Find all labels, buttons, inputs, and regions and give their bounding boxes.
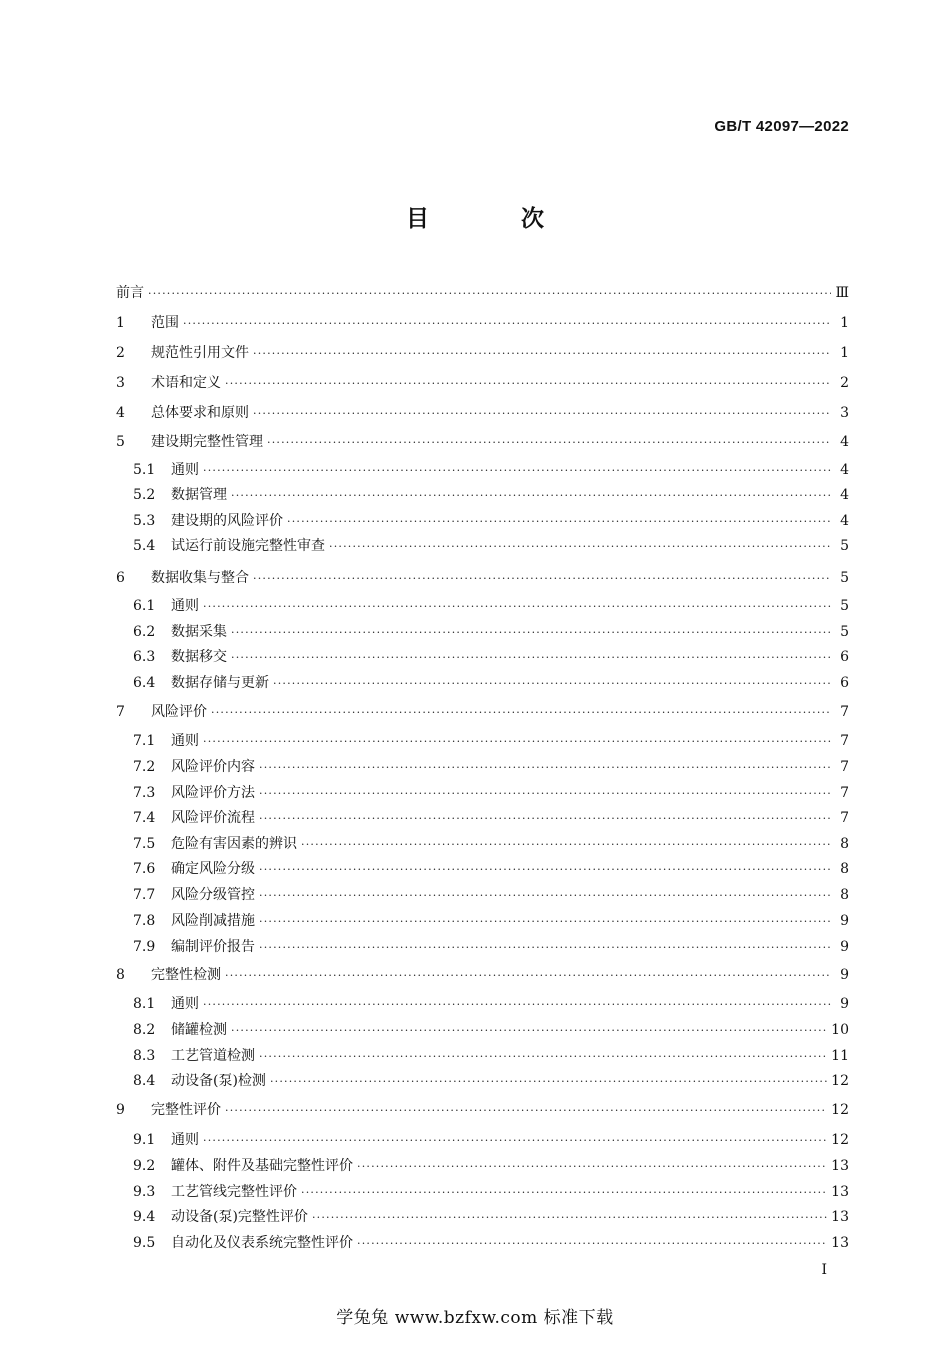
- dot-leader: [259, 1047, 827, 1067]
- dot-leader: [357, 1157, 827, 1177]
- toc-entry-page: 13: [831, 1184, 849, 1200]
- toc-entry[interactable]: [133, 1182, 849, 1202]
- toc-entry-number: 6.3: [133, 649, 156, 665]
- toc-entry[interactable]: [133, 731, 849, 751]
- toc-entry[interactable]: [116, 283, 849, 303]
- toc-entry-number: 6: [116, 570, 125, 586]
- toc-entry-page: 9: [840, 996, 849, 1012]
- toc-entry-page: 12: [831, 1132, 849, 1148]
- dot-leader: [203, 1131, 827, 1151]
- toc-entry-page: 4: [840, 434, 849, 450]
- toc-entry-number: 7.7: [133, 887, 156, 903]
- toc-entry-title: 前言: [116, 285, 144, 301]
- toc-entry-title: 总体要求和原则: [151, 405, 249, 421]
- toc-entry-title: 确定风险分级: [171, 861, 255, 877]
- toc-entry-number: 7.4: [133, 810, 156, 826]
- toc-entry-title: 完整性检测: [151, 967, 221, 983]
- toc-entry-title: 风险评价流程: [171, 810, 255, 826]
- page-number: I: [821, 1262, 827, 1278]
- toc-entry-page: 7: [840, 785, 849, 801]
- toc-entry-number: 5.4: [133, 538, 156, 554]
- toc-entry-page: 9: [840, 939, 849, 955]
- dot-leader: [259, 938, 831, 958]
- toc-entry-number: 9.3: [133, 1184, 156, 1200]
- dot-leader: [301, 835, 831, 855]
- dot-leader: [211, 703, 831, 723]
- toc-entry[interactable]: [133, 596, 849, 616]
- toc-entry[interactable]: [133, 511, 849, 531]
- dot-leader: [357, 1234, 827, 1254]
- toc-entry-title: 储罐检测: [171, 1022, 227, 1038]
- dot-leader: [259, 912, 831, 932]
- toc-entry[interactable]: [116, 568, 849, 588]
- toc-entry-page: Ⅲ: [835, 285, 849, 301]
- toc-entry[interactable]: [116, 373, 849, 393]
- toc-entry[interactable]: [133, 859, 849, 879]
- toc-entry-title: 范围: [151, 315, 179, 331]
- toc-entry-title: 通则: [171, 1132, 199, 1148]
- dot-leader: [231, 623, 831, 643]
- toc-entry-page: 4: [840, 462, 849, 478]
- toc-entry-title: 数据采集: [171, 624, 227, 640]
- toc-entry-number: 5.1: [133, 462, 156, 478]
- toc-entry-page: 7: [840, 810, 849, 826]
- dot-leader: [259, 886, 831, 906]
- toc-entry-page: 9: [840, 967, 849, 983]
- toc-entry[interactable]: [116, 702, 849, 722]
- toc-entry[interactable]: [116, 343, 849, 363]
- toc-entry-title: 建设期的风险评价: [171, 513, 283, 529]
- toc-entry-title: 数据存储与更新: [171, 675, 269, 691]
- toc-entry-title: 通则: [171, 733, 199, 749]
- toc-entry-number: 7.1: [133, 733, 156, 749]
- toc-entry-title: 试运行前设施完整性审查: [171, 538, 325, 554]
- dot-leader: [259, 758, 831, 778]
- dot-leader: [225, 374, 831, 394]
- toc-entry-number: 8.4: [133, 1073, 156, 1089]
- toc-entry-title: 术语和定义: [151, 375, 221, 391]
- toc-entry-page: 13: [831, 1235, 849, 1251]
- toc-entry-title: 自动化及仪表系统完整性评价: [171, 1235, 353, 1251]
- toc-entry[interactable]: [133, 1207, 849, 1227]
- toc-entry[interactable]: [133, 536, 849, 556]
- toc-entry-number: 8: [116, 967, 125, 983]
- toc-entry-title: 风险评价内容: [171, 759, 255, 775]
- toc-entry[interactable]: [133, 485, 849, 505]
- dot-leader: [203, 597, 831, 617]
- toc-entry[interactable]: [133, 673, 849, 693]
- toc-entry-title: 风险评价: [151, 704, 207, 720]
- toc-entry-title: 工艺管线完整性评价: [171, 1184, 297, 1200]
- toc-entry-number: 7.8: [133, 913, 156, 929]
- toc-entry[interactable]: [116, 1100, 849, 1120]
- dot-leader: [203, 995, 831, 1015]
- toc-entry[interactable]: [133, 460, 849, 480]
- toc-entry-page: 13: [831, 1209, 849, 1225]
- dot-leader: [301, 1183, 827, 1203]
- toc-entry-page: 7: [840, 733, 849, 749]
- dot-leader: [270, 1072, 827, 1092]
- toc-entry[interactable]: [133, 1156, 849, 1176]
- toc-entry-title: 通则: [171, 462, 199, 478]
- dot-leader: [231, 1021, 827, 1041]
- dot-leader: [273, 674, 831, 694]
- toc-entry-title: 建设期完整性管理: [151, 434, 263, 450]
- dot-leader: [203, 461, 831, 481]
- toc-entry[interactable]: [133, 1130, 849, 1150]
- toc-entry-title: 危险有害因素的辨识: [171, 836, 297, 852]
- toc-entry-page: 12: [831, 1073, 849, 1089]
- toc-entry-title: 数据收集与整合: [151, 570, 249, 586]
- toc-entry-number: 9: [116, 1102, 125, 1118]
- toc-entry-title: 风险评价方法: [171, 785, 255, 801]
- toc-entry-page: 8: [840, 861, 849, 877]
- toc-entry[interactable]: [133, 1071, 849, 1091]
- toc-entry-title: 规范性引用文件: [151, 345, 249, 361]
- toc-entry-title: 风险削减措施: [171, 913, 255, 929]
- toc-entry-page: 13: [831, 1158, 849, 1174]
- toc-entry[interactable]: [133, 783, 849, 803]
- dot-leader: [148, 284, 831, 304]
- toc-entry-title: 动设备(泵)检测: [171, 1073, 266, 1089]
- toc-entry-number: 7.5: [133, 836, 156, 852]
- toc-entry-title: 数据管理: [171, 487, 227, 503]
- toc-entry[interactable]: [133, 647, 849, 667]
- toc-entry-page: 4: [840, 513, 849, 529]
- dot-leader: [259, 784, 831, 804]
- toc-entry-number: 2: [116, 345, 125, 361]
- toc-entry-number: 8.1: [133, 996, 156, 1012]
- toc-entry-page: 5: [840, 570, 849, 586]
- toc-entry-title: 工艺管道检测: [171, 1048, 255, 1064]
- toc-entry-number: 4: [116, 405, 125, 421]
- toc-entry-page: 11: [831, 1048, 849, 1064]
- toc-entry-number: 9.1: [133, 1132, 156, 1148]
- toc-entry[interactable]: [133, 1020, 849, 1040]
- toc-entry-title: 数据移交: [171, 649, 227, 665]
- toc-entry[interactable]: [116, 432, 849, 452]
- toc-entry-number: 5.3: [133, 513, 156, 529]
- toc-entry-number: 6.4: [133, 675, 156, 691]
- dot-leader: [259, 809, 831, 829]
- toc-entry-number: 8.2: [133, 1022, 156, 1038]
- toc-entry[interactable]: [116, 965, 849, 985]
- dot-leader: [203, 732, 831, 752]
- toc-entry-page: 7: [840, 759, 849, 775]
- toc-entry-number: 6.2: [133, 624, 156, 640]
- dot-leader: [287, 512, 831, 532]
- toc-entry-page: 9: [840, 913, 849, 929]
- toc-entry[interactable]: [133, 937, 849, 957]
- toc-entry-page: 6: [840, 675, 849, 691]
- toc-entry-number: 6.1: [133, 598, 156, 614]
- dot-leader: [253, 344, 831, 364]
- toc-entry[interactable]: [133, 994, 849, 1014]
- toc-entry-page: 5: [840, 624, 849, 640]
- toc-entry-page: 8: [840, 836, 849, 852]
- toc-entry[interactable]: [116, 313, 849, 333]
- toc-entry[interactable]: [133, 808, 849, 828]
- toc-entry-title: 罐体、附件及基础完整性评价: [171, 1158, 353, 1174]
- toc-entry[interactable]: [116, 403, 849, 423]
- toc-entry-page: 5: [840, 538, 849, 554]
- toc-entry-title: 动设备(泵)完整性评价: [171, 1209, 308, 1225]
- dot-leader: [231, 486, 831, 506]
- toc-entry-number: 9.4: [133, 1209, 156, 1225]
- toc-entry-number: 8.3: [133, 1048, 156, 1064]
- toc-entry-page: 1: [840, 345, 849, 361]
- toc-entry-number: 7: [116, 704, 125, 720]
- toc-entry-number: 7.6: [133, 861, 156, 877]
- toc-entry[interactable]: [133, 834, 849, 854]
- dot-leader: [329, 537, 831, 557]
- toc-title: 目 次: [405, 205, 586, 232]
- standard-code: GB/T 42097—2022: [714, 118, 849, 135]
- toc-entry-page: 5: [840, 598, 849, 614]
- toc-entry-title: 通则: [171, 598, 199, 614]
- toc-entry[interactable]: [133, 911, 849, 931]
- toc-entry[interactable]: [133, 1233, 849, 1253]
- toc-entry-number: 5: [116, 434, 125, 450]
- toc-entry-title: 风险分级管控: [171, 887, 255, 903]
- toc-entry-number: 5.2: [133, 487, 156, 503]
- toc-entry-page: 12: [831, 1102, 849, 1118]
- toc-entry-page: 3: [840, 405, 849, 421]
- toc-entry-page: 2: [840, 375, 849, 391]
- toc-entry-page: 1: [840, 315, 849, 331]
- toc-entry[interactable]: [133, 885, 849, 905]
- dot-leader: [253, 404, 831, 424]
- toc-entry-number: 1: [116, 315, 125, 331]
- dot-leader: [183, 314, 831, 334]
- toc-entry-number: 7.3: [133, 785, 156, 801]
- toc-entry-title: 完整性评价: [151, 1102, 221, 1118]
- toc-entry-number: 9.5: [133, 1235, 156, 1251]
- toc-entry-number: 9.2: [133, 1158, 156, 1174]
- dot-leader: [225, 1101, 827, 1121]
- toc-entry-page: 6: [840, 649, 849, 665]
- toc-entry-page: 4: [840, 487, 849, 503]
- toc-entry[interactable]: [133, 757, 849, 777]
- dot-leader: [312, 1208, 827, 1228]
- dot-leader: [259, 860, 831, 880]
- dot-leader: [253, 569, 831, 589]
- footer-watermark: 学兔兔 www.bzfxw.com 标准下载: [336, 1308, 614, 1328]
- toc-entry-title: 编制评价报告: [171, 939, 255, 955]
- toc-entry[interactable]: [133, 622, 849, 642]
- toc-entry-page: 10: [831, 1022, 849, 1038]
- toc-entry-page: 8: [840, 887, 849, 903]
- toc-entry-number: 7.9: [133, 939, 156, 955]
- toc-entry-number: 7.2: [133, 759, 156, 775]
- toc-entry-title: 通则: [171, 996, 199, 1012]
- toc-entry-number: 3: [116, 375, 125, 391]
- dot-leader: [267, 433, 831, 453]
- dot-leader: [225, 966, 831, 986]
- toc-entry[interactable]: [133, 1046, 849, 1066]
- toc-entry-page: 7: [840, 704, 849, 720]
- dot-leader: [231, 648, 831, 668]
